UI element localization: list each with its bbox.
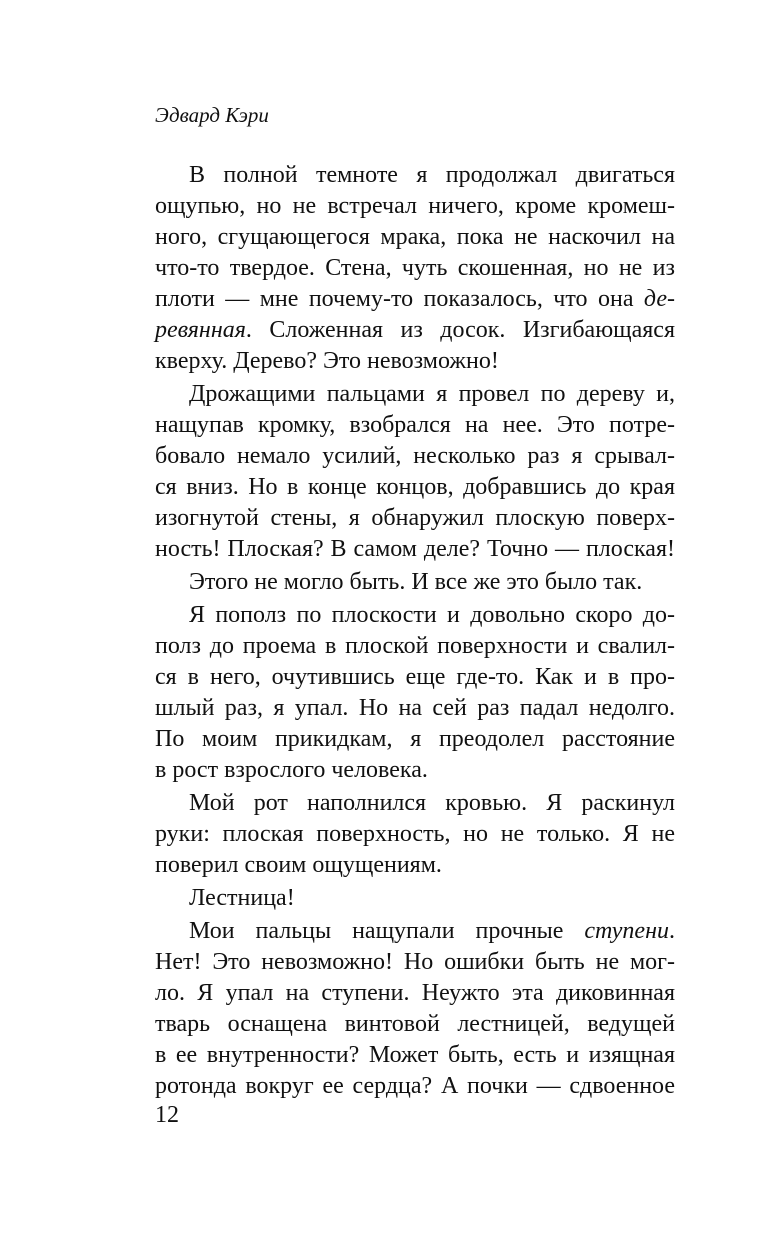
text-run: плоти — мне почему-то показалось, что она bbox=[155, 286, 644, 312]
text-line: ощупью, но не встречал ничего, кроме кромеш- bbox=[155, 193, 675, 219]
text-line: нащупав кромку, взобрался на нее. Это потре- bbox=[155, 412, 675, 438]
text-line: Этого не могло быть. И все же это было так. bbox=[189, 569, 643, 595]
text-line: ло. Я упал на ступени. Неужто эта диковинная bbox=[155, 980, 675, 1006]
text-line: Нет! Это невозможно! Но ошибки быть не мог- bbox=[155, 949, 675, 975]
paragraph-3 bbox=[155, 567, 675, 598]
italic-run: де- bbox=[643, 286, 675, 312]
text-line: что-то твердое. Стена, чуть скошенная, но не из bbox=[155, 255, 675, 281]
paragraph-7 bbox=[155, 916, 675, 1102]
text-line: ся в него, очутившись еще где-то. Как и в про- bbox=[155, 664, 675, 690]
text-line: ность! Плоская? В самом деле? Точно — плоская! bbox=[155, 536, 675, 562]
text-line bbox=[155, 284, 675, 315]
text-line: в рост взрослого человека. bbox=[155, 757, 428, 783]
text-line: Мой рот наполнился кровью. Я раскинул bbox=[189, 790, 675, 816]
paragraph-4 bbox=[155, 600, 675, 786]
running-head: Эдвард Кэри bbox=[155, 103, 269, 127]
italic-run: ревянная bbox=[155, 317, 246, 343]
text-line: поверил своим ощущениям. bbox=[155, 852, 442, 878]
paragraph-1 bbox=[155, 160, 675, 377]
text-line: ся вниз. Но в конце концов, добравшись до края bbox=[155, 474, 675, 500]
text-line: шлый раз, я упал. Но на сей раз падал недолго. bbox=[155, 695, 675, 721]
text-run: . Сложенная из досок. Изгибающаяся bbox=[245, 317, 675, 343]
text-line: руки: плоская поверхность, но не только. Я не bbox=[155, 821, 675, 847]
text-line: полз до проема в плоской поверхности и свалил- bbox=[155, 633, 675, 659]
text-line: кверху. Дерево? Это невозможно! bbox=[155, 348, 499, 374]
italic-run: ступени bbox=[584, 918, 669, 944]
paragraph-6 bbox=[155, 883, 675, 914]
text-line: бовало немало усилий, несколько раз я срывал- bbox=[155, 443, 675, 469]
text-run: Мои пальцы нащупали прочные bbox=[189, 918, 585, 944]
body-text bbox=[155, 160, 675, 1102]
page-number: 12 bbox=[155, 1102, 179, 1128]
text-line: изогнутой стены, я обнаружил плоскую поверх- bbox=[155, 505, 675, 531]
text-line: Я пополз по плоскости и довольно скоро до- bbox=[189, 602, 675, 628]
text-line: Дрожащими пальцами я провел по дереву и, bbox=[189, 381, 675, 407]
text-line: в ее внутренности? Может быть, есть и изящная bbox=[155, 1042, 675, 1068]
paragraph-2 bbox=[155, 379, 675, 565]
text-line: В полной темноте я продолжал двигаться bbox=[189, 162, 675, 188]
text-line: тварь оснащена винтовой лестницей, ведущей bbox=[155, 1011, 675, 1037]
text-run: . bbox=[669, 918, 675, 944]
text-line: По моим прикидкам, я преодолел расстояние bbox=[155, 726, 675, 752]
text-line bbox=[155, 315, 675, 346]
text-line bbox=[155, 916, 675, 947]
text-line: ротонда вокруг ее сердца? А почки — сдвоенное bbox=[155, 1073, 675, 1099]
text-line: ного, сгущающегося мрака, пока не наскочил на bbox=[155, 224, 675, 250]
paragraph-5 bbox=[155, 788, 675, 881]
text-line: Лестница! bbox=[189, 885, 295, 911]
